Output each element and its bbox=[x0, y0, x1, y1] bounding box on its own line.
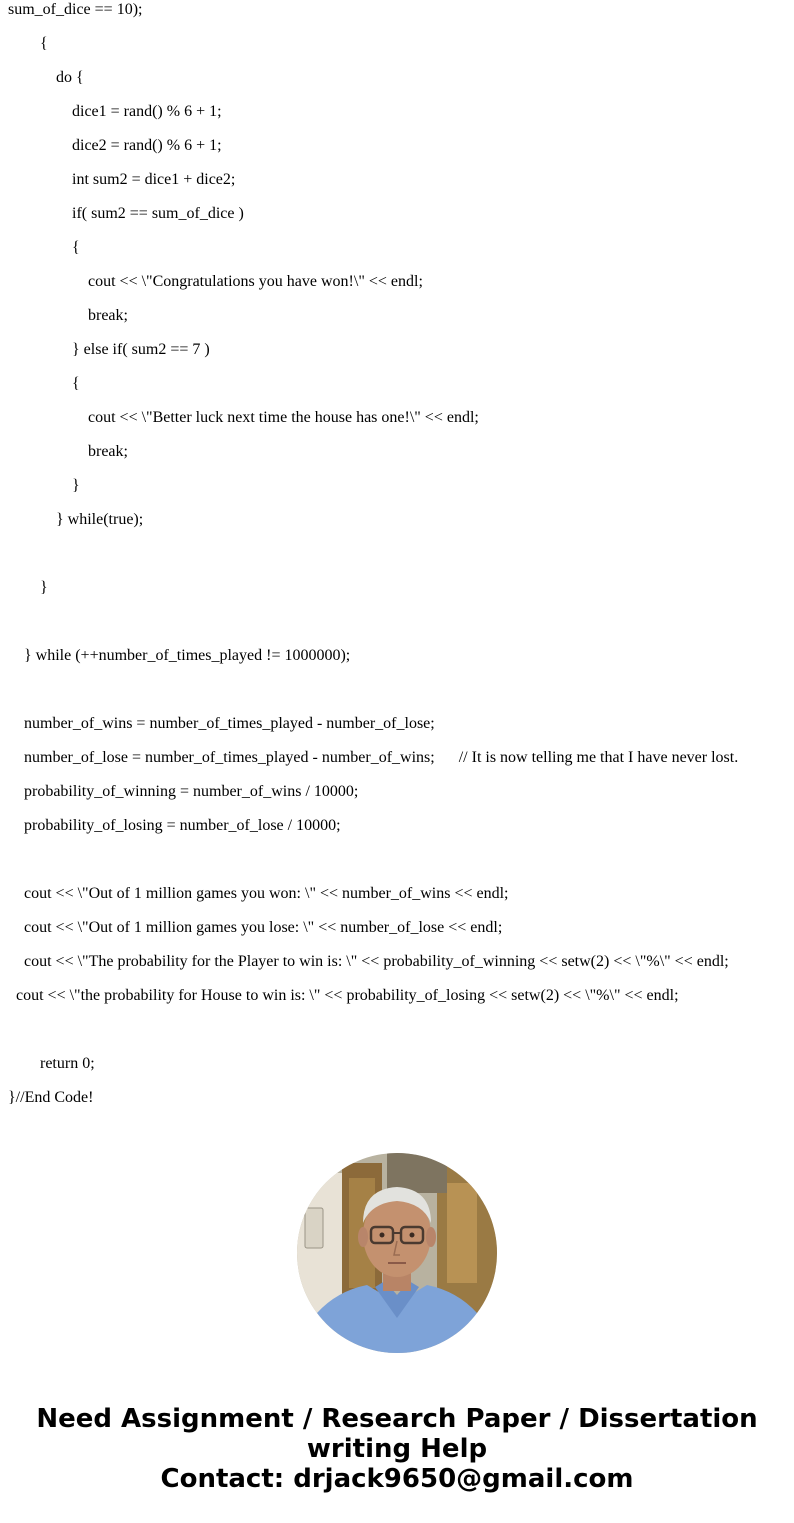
promo-contact: Contact: drjack9650@gmail.com bbox=[160, 1464, 634, 1494]
code-line: number_of_wins = number_of_times_played - number_of_lose; bbox=[24, 715, 435, 732]
avatar-portrait-icon bbox=[297, 1153, 497, 1353]
code-line: } bbox=[72, 477, 80, 494]
code-line: } else if( sum2 == 7 ) bbox=[72, 341, 210, 358]
code-line: break; bbox=[88, 307, 128, 324]
promo-subheadline: writing Help bbox=[306, 1434, 488, 1464]
code-line: probability_of_losing = number_of_lose / 10000; bbox=[24, 817, 341, 834]
code-line: dice1 = rand() % 6 + 1; bbox=[72, 103, 222, 120]
code-line: cout << \"Congratulations you have won!\" << endl; bbox=[88, 273, 423, 290]
code-line: }//End Code! bbox=[8, 1089, 94, 1106]
code-line: number_of_lose = number_of_times_played - number_of_wins; // It is now telling me that I have never lost. bbox=[24, 749, 739, 766]
code-line: return 0; bbox=[40, 1055, 95, 1072]
code-line: { bbox=[72, 375, 80, 392]
code-line: sum_of_dice == 10); bbox=[8, 1, 143, 18]
code-line: } while (++number_of_times_played != 1000000); bbox=[24, 647, 351, 664]
code-line: do { bbox=[56, 69, 84, 86]
code-line: break; bbox=[88, 443, 128, 460]
code-line: cout << \"the probability for House to win is: \" << probability_of_losing << setw(2) << \"%\" << endl; bbox=[16, 987, 679, 1004]
code-line: { bbox=[40, 35, 48, 52]
code-line: { bbox=[72, 239, 80, 256]
promo-banner bbox=[0, 1404, 794, 1494]
code-line: if( sum2 == sum_of_dice ) bbox=[72, 205, 244, 222]
code-line: cout << \"Out of 1 million games you lose: \" << number_of_lose << endl; bbox=[24, 919, 503, 936]
code-line: cout << \"Out of 1 million games you won: \" << number_of_wins << endl; bbox=[24, 885, 509, 902]
author-avatar bbox=[297, 1153, 497, 1353]
code-line: probability_of_winning = number_of_wins / 10000; bbox=[24, 783, 359, 800]
code-line: } bbox=[40, 579, 48, 596]
code-line: } while(true); bbox=[56, 511, 144, 528]
code-line: int sum2 = dice1 + dice2; bbox=[72, 171, 236, 188]
code-line: cout << \"The probability for the Player to win is: \" << probability_of_winning << setw(2) << \"%\" << endl; bbox=[24, 953, 729, 970]
code-line: cout << \"Better luck next time the house has one!\" << endl; bbox=[88, 409, 479, 426]
promo-headline: Need Assignment / Research Paper / Dissertation bbox=[36, 1404, 758, 1434]
code-line: dice2 = rand() % 6 + 1; bbox=[72, 137, 222, 154]
